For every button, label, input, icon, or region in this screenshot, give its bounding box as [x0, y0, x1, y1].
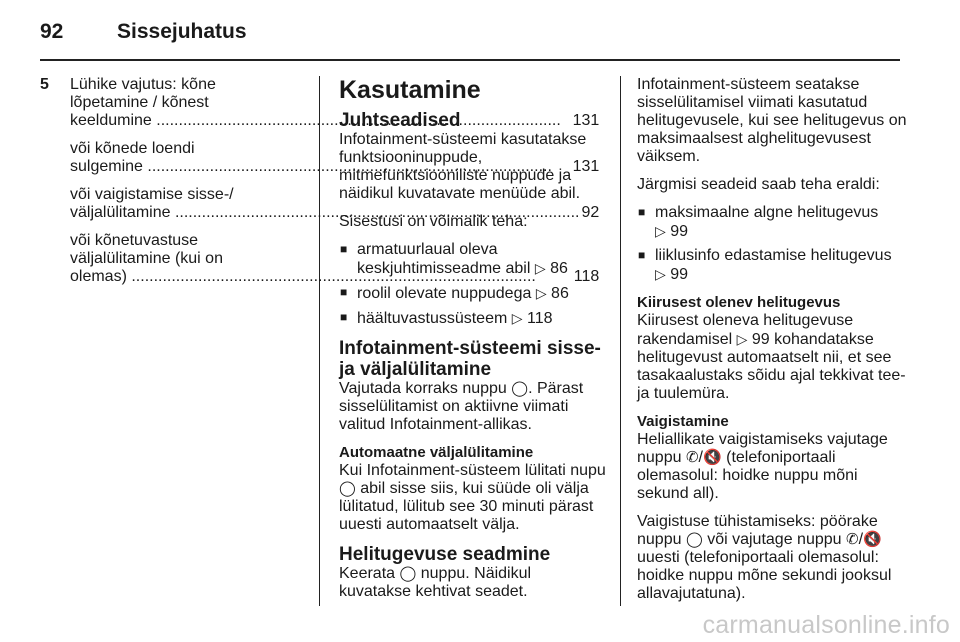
list-item — [637, 247, 907, 284]
section-title: Juhtseadised — [339, 110, 461, 131]
list-item-text: armatuurlaual oleva keskjuhtimisseadme abil — [357, 241, 531, 277]
item-number: 5 — [40, 76, 49, 93]
paragraph — [339, 380, 607, 434]
paragraph: Infotainment-süsteem seatakse sisselülitamisel viimati kasutatud helitugevusele, kui see helitugevus on maksimaalsest alghelitugevusest väiksem. — [637, 76, 907, 165]
phone-handset-icon: ✆ — [685, 449, 699, 466]
paragraph: Sisestusi on võimalik teha: — [339, 213, 528, 230]
toc-page: 92 — [581, 204, 600, 221]
list-item — [339, 309, 607, 328]
paragraph — [637, 312, 907, 403]
section-title: Helitugevuse seadmine — [339, 544, 551, 565]
power-knob-icon: ◯ — [511, 380, 529, 397]
paragraph: Vaigistuse tühistamiseks: pöörake nuppu ◯ või vajutage nuppu ✆/🔇 uuesti (telefoniportaali olemasolul: hoidke nuppu mõne sekundi jooksul allavajutatuna). — [637, 513, 892, 602]
page-ref-arrow-icon: ▷ — [655, 223, 666, 239]
entry-line: Lühike vajutus: kõne — [70, 76, 216, 93]
text-run: Keerata — [339, 565, 396, 582]
toc-text: keeldumine ..... — [70, 112, 571, 130]
watermark: carmanualsonline.info — [702, 611, 950, 639]
page-number: 92 — [40, 20, 64, 43]
page-ref-arrow-icon: ▷ — [511, 310, 523, 326]
page-ref[interactable]: 86 — [550, 260, 568, 277]
page-ref[interactable]: 86 — [551, 285, 569, 302]
bullet-list — [339, 241, 607, 328]
text-run: (telefoniportaali olemasolul: hoidke nuppu mõni sekund all). — [637, 449, 858, 502]
mute-speaker-icon: 🔇 — [702, 449, 722, 466]
power-knob-icon: ◯ — [399, 565, 417, 582]
toc-page: 118 — [573, 268, 600, 285]
paragraph — [339, 462, 607, 534]
entry-line: või kõnede loendi — [70, 140, 195, 157]
page-ref-arrow-icon: ▷ — [534, 260, 546, 276]
bullet-list — [637, 204, 907, 284]
entry-line: või kõnetuvastuse — [70, 232, 199, 249]
list-item-text: häältuvastussüsteem — [357, 310, 508, 327]
paragraph: Infotainment-süsteemi kasutatakse funktsiooninuppude, mitmefunktsiooniliste nuppude ja näidikul kuvatavate menüüde abil. — [339, 131, 587, 202]
column-right — [637, 76, 907, 613]
subsection-title: Automaatne väljalülitamine — [339, 444, 534, 461]
toc-page: 131 — [572, 158, 600, 175]
page-ref-arrow-icon: ▷ — [655, 266, 666, 282]
phone-handset-icon: ✆ — [845, 531, 859, 548]
column-divider — [620, 76, 621, 606]
paragraph: Järgmisi seadeid saab teha eraldi: — [637, 176, 880, 193]
chapter-heading: Kasutamine — [339, 76, 481, 104]
text-run: . Pärast sisselülitamist on aktiivne viimati valitud Infotainment-allikas. — [339, 380, 584, 433]
page-ref[interactable]: 99 — [751, 331, 770, 348]
mute-speaker-icon: 🔇 — [863, 531, 882, 548]
text-run: abil sisse siis, kui süüde oli välja lülitatud, lülitub see 30 minuti pärast uuesti automaatselt välja. — [339, 480, 594, 533]
page-ref[interactable]: 99 — [670, 223, 689, 240]
header-title: Sissejuhatus — [117, 20, 247, 43]
page-ref-arrow-icon: ▷ — [736, 331, 748, 347]
list-item — [637, 204, 907, 241]
toc-page: 131 — [572, 112, 600, 129]
paragraph — [339, 565, 607, 601]
text-run: või vajutage nuppu — [707, 531, 842, 548]
text-run: Heliallikate vaigistamiseks vajutage nuppu — [637, 431, 888, 466]
text-run: Vajutada korraks nuppu — [339, 380, 507, 397]
toc-text: olemas) ..... — [70, 268, 572, 286]
list-item-text: liiklusinfo edastamise helitugevus — [655, 247, 892, 264]
text-run: kohandatakse helitugevust automaatselt nii, et see tasakaalustaks sõidu ajal tekkivat tee- ja tuulemüra. — [637, 331, 906, 402]
entry-line: või vaigistamise sisse-/ — [70, 186, 234, 203]
section-title: Infotainment-süsteemi sisse- ja väljalülitamine — [339, 338, 601, 380]
power-knob-icon: ◯ — [339, 480, 356, 497]
toc-text: väljalülitamine ..... — [70, 204, 579, 222]
page-ref[interactable]: 99 — [670, 266, 689, 283]
column-middle — [339, 76, 607, 611]
list-item-text: maksimaalne algne helitugevus — [655, 204, 879, 221]
list-item — [339, 284, 607, 303]
header-rule — [40, 59, 900, 61]
text-run: uuesti (telefoniportaali olemasolul: hoidke nuppu mõne sekundi jooksul allavajutatuna). — [637, 549, 892, 602]
page-ref-arrow-icon: ▷ — [535, 285, 547, 301]
power-knob-icon: ◯ — [685, 531, 703, 548]
paragraph: Heliallikate vaigistamiseks vajutage nuppu ✆/🔇 (telefoniportaali olemasolul: hoidke nuppu mõni sekund all). — [637, 431, 888, 502]
page-header — [40, 18, 900, 48]
subsection-title: Vaigistamine — [637, 413, 729, 430]
entry-line: lõpetamine / kõnest — [70, 94, 209, 111]
page-ref[interactable]: 118 — [527, 310, 553, 327]
list-item-text: roolil olevate nuppudega — [357, 285, 532, 302]
subsection-title: Kiirusest olenev helitugevus — [637, 294, 841, 311]
text-run: Kiirusest oleneva helitugevuse rakendamisel — [637, 312, 854, 348]
toc-text: sulgemine ..... — [70, 158, 571, 176]
text-run: Kui Infotainment-süsteem lülitati nupu — [339, 462, 606, 479]
entry-line: väljalülitamine (kui on — [70, 250, 223, 267]
text-run: Vaigistuse tühistamiseks: pöörake nuppu — [637, 513, 878, 548]
list-item — [339, 241, 607, 278]
text-run: nuppu. Näidikul kuvatakse kehtivat seadet. — [339, 565, 532, 600]
